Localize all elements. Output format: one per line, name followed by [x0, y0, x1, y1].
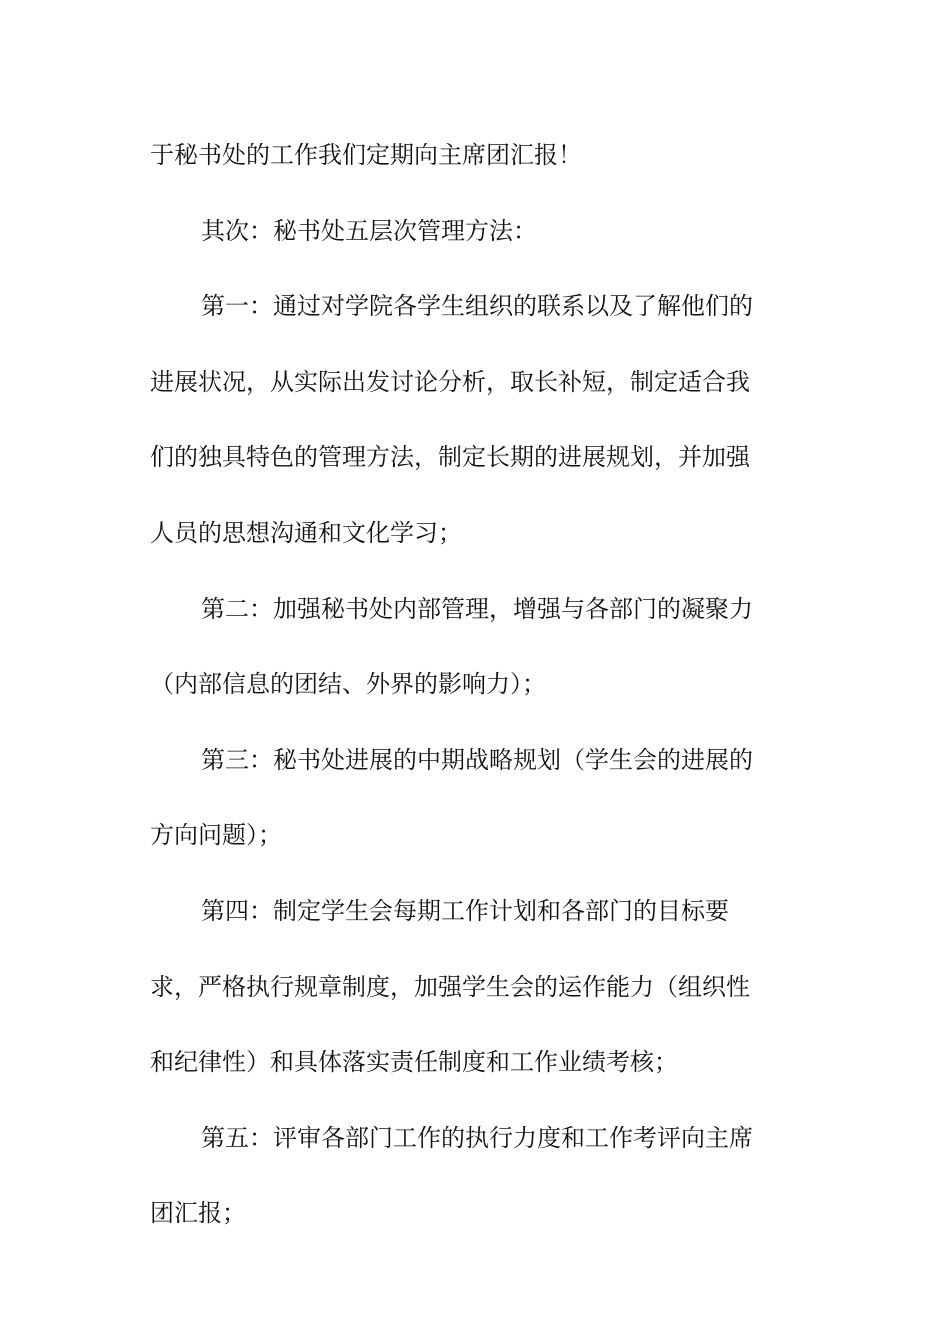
text-line: 进展状况，从实际出发讨论分析，取长补短，制定适合我: [150, 367, 750, 396]
text-line: 第一：通过对学院各学生组织的联系以及了解他们的: [201, 292, 753, 321]
text-line: 求，严格执行规章制度，加强学生会的运作能力（组织性: [150, 972, 750, 1001]
text-line: 第二：加强秘书处内部管理，增强与各部门的凝聚力: [201, 594, 753, 623]
text-line: 方向问题）；: [150, 821, 282, 850]
text-line: 第五：评审各部门工作的执行力度和工作考评向主席: [201, 1123, 753, 1152]
text-line: 们的独具特色的管理方法，制定长期的进展规划，并加强: [150, 443, 750, 472]
text-line: （内部信息的团结、外界的影响力）；: [150, 670, 546, 699]
text-line: 其次：秘书处五层次管理方法：: [201, 216, 537, 245]
text-line: 人员的思想沟通和文化学习；: [150, 518, 462, 547]
text-line: 于秘书处的工作我们定期向主席团汇报！: [150, 141, 582, 169]
text-line: 第四：制定学生会每期工作计划和各部门的目标要: [201, 896, 729, 925]
text-line: 第三：秘书处进展的中期战略规划（学生会的进展的: [201, 745, 753, 774]
text-line: 和纪律性）和具体落实责任制度和工作业绩考核；: [150, 1048, 678, 1077]
text-line: 团汇报；: [150, 1199, 246, 1228]
document-body: [150, 118, 800, 1252]
